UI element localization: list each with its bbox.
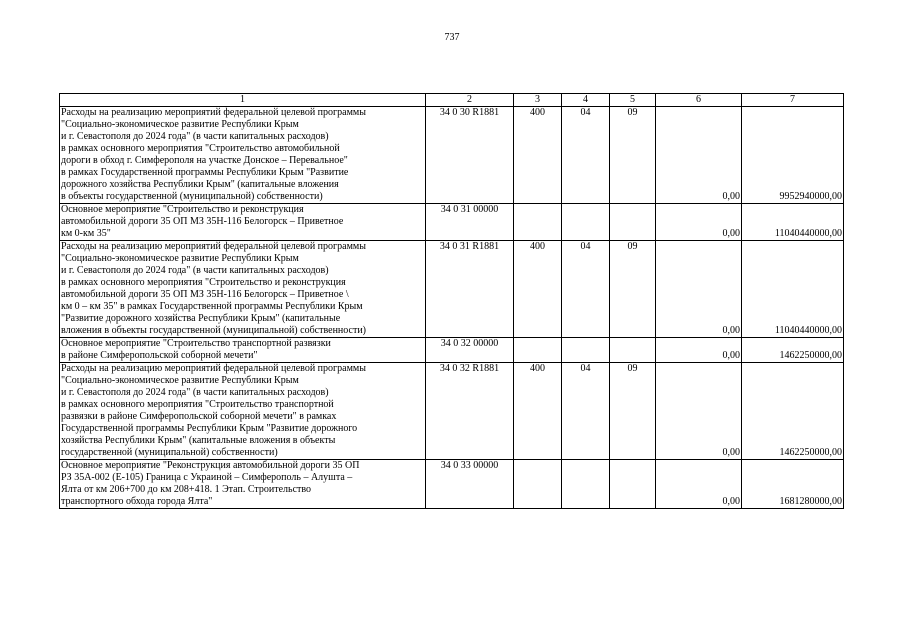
description-line: дорожного хозяйства Республики Крым" (капитальные вложения	[61, 179, 339, 190]
amount-cell-6: 0,00	[656, 107, 742, 204]
description-line: Основное мероприятие "Строительство транспортной развязки	[61, 338, 331, 349]
page-number: 737	[444, 32, 460, 43]
description-line: в рамках основного мероприятия "Строительство транспортной	[61, 399, 334, 410]
table-row	[60, 363, 844, 460]
description-cell	[60, 460, 426, 509]
article-cell	[610, 204, 656, 241]
description-cell	[60, 107, 426, 204]
description-line: в рамках Государственной программы Республики Крым "Развитие	[61, 167, 349, 178]
description-cell	[60, 338, 426, 363]
header-cell-5: 5	[610, 94, 656, 107]
subsection-cell: 04	[562, 241, 610, 338]
code-cell: 34 0 31 00000	[426, 204, 514, 241]
article-cell	[610, 338, 656, 363]
description-line: хозяйства Республики Крым" (капитальные вложения в объекты	[61, 435, 336, 446]
description-line: Расходы на реализацию мероприятий федеральной целевой программы	[61, 107, 366, 118]
table-row	[60, 460, 844, 509]
article-cell: 09	[610, 363, 656, 460]
description-line: вложения в объекты государственной (муниципальной) собственности)	[61, 325, 367, 336]
section-cell	[514, 204, 562, 241]
section-cell: 400	[514, 107, 562, 204]
description-line: "Развитие дорожного хозяйства Республики Крым" (капитальные	[61, 313, 341, 324]
table-body	[60, 94, 844, 509]
subsection-cell: 04	[562, 107, 610, 204]
section-cell: 400	[514, 241, 562, 338]
amount-cell-6: 0,00	[656, 460, 742, 509]
table-header-row	[60, 94, 844, 107]
header-cell-7: 7	[742, 94, 844, 107]
amount-cell-6: 0,00	[656, 204, 742, 241]
description-line: в районе Симферопольской соборной мечети"	[61, 350, 258, 361]
header-cell-1: 1	[60, 94, 426, 107]
description-line: Расходы на реализацию мероприятий федеральной целевой программы	[61, 241, 366, 252]
description-line: "Социально-экономическое развитие Республики Крым	[61, 119, 299, 130]
description-line: "Социально-экономическое развитие Республики Крым	[61, 253, 299, 264]
description-line: транспортного обхода города Ялта"	[61, 496, 213, 507]
description-cell	[60, 363, 426, 460]
description-line: Расходы на реализацию мероприятий федеральной целевой программы	[61, 363, 366, 374]
article-cell: 09	[610, 241, 656, 338]
section-cell	[514, 460, 562, 509]
amount-cell-7: 11040440000,00	[742, 241, 844, 338]
table-row	[60, 204, 844, 241]
description-line: дороги в обход г. Симферополя на участке Донское – Перевальное"	[61, 155, 348, 166]
description-line: в рамках основного мероприятия "Строительство автомобильной	[61, 143, 340, 154]
description-line: км 0-км 35"	[61, 228, 111, 239]
article-cell: 09	[610, 107, 656, 204]
subsection-cell: 04	[562, 363, 610, 460]
header-cell-2: 2	[426, 94, 514, 107]
description-cell	[60, 204, 426, 241]
description-line: Основное мероприятие "Строительство и реконструкция	[61, 204, 304, 215]
description-line: и г. Севастополя до 2024 года" (в части капитальных расходов)	[61, 131, 329, 142]
code-cell: 34 0 32 R1881	[426, 363, 514, 460]
description-line: Ялта от км 206+700 до км 208+418. 1 Этап. Строительство	[61, 484, 312, 495]
code-cell: 34 0 31 R1881	[426, 241, 514, 338]
table-row	[60, 241, 844, 338]
description-line: в рамках основного мероприятия "Строительство и реконструкция	[61, 277, 346, 288]
table-row	[60, 338, 844, 363]
subsection-cell	[562, 460, 610, 509]
amount-cell-7: 11040440000,00	[742, 204, 844, 241]
amount-cell-7: 1462250000,00	[742, 363, 844, 460]
code-cell: 34 0 30 R1881	[426, 107, 514, 204]
amount-cell-7: 1681280000,00	[742, 460, 844, 509]
section-cell: 400	[514, 363, 562, 460]
description-line: РЗ 35А-002 (Е-105) Граница с Украиной – Симферополь – Алушта –	[61, 472, 353, 483]
description-line: развязки в районе Симферопольской соборной мечети" в рамках	[61, 411, 337, 422]
description-line: автомобильной дороги 35 ОП МЗ 35Н-116 Белогорск – Приветное \	[61, 289, 349, 300]
description-line: "Социально-экономическое развитие Республики Крым	[61, 375, 299, 386]
description-line: государственной (муниципальной) собственности)	[61, 447, 278, 458]
description-line: Основное мероприятие "Реконструкция автомобильной дороги 35 ОП	[61, 460, 360, 471]
header-cell-4: 4	[562, 94, 610, 107]
description-line: Государственной программы Республики Крым "Развитие дорожного	[61, 423, 358, 434]
article-cell	[610, 460, 656, 509]
description-line: автомобильной дороги 35 ОП МЗ 35Н-116 Белогорск – Приветное	[61, 216, 344, 227]
section-cell	[514, 338, 562, 363]
table-row	[60, 107, 844, 204]
description-line: км 0 – км 35" в рамках Государственной программы Республики Крым	[61, 301, 363, 312]
subsection-cell	[562, 338, 610, 363]
header-cell-6: 6	[656, 94, 742, 107]
amount-cell-7: 9952940000,00	[742, 107, 844, 204]
budget-table	[59, 93, 844, 509]
description-cell	[60, 241, 426, 338]
description-line: в объекты государственной (муниципальной) собственности)	[61, 191, 323, 202]
amount-cell-6: 0,00	[656, 338, 742, 363]
code-cell: 34 0 32 00000	[426, 338, 514, 363]
header-cell-3: 3	[514, 94, 562, 107]
description-line: и г. Севастополя до 2024 года" (в части капитальных расходов)	[61, 265, 329, 276]
amount-cell-7: 1462250000,00	[742, 338, 844, 363]
amount-cell-6: 0,00	[656, 241, 742, 338]
code-cell: 34 0 33 00000	[426, 460, 514, 509]
description-line: и г. Севастополя до 2024 года" (в части капитальных расходов)	[61, 387, 329, 398]
subsection-cell	[562, 204, 610, 241]
amount-cell-6: 0,00	[656, 363, 742, 460]
